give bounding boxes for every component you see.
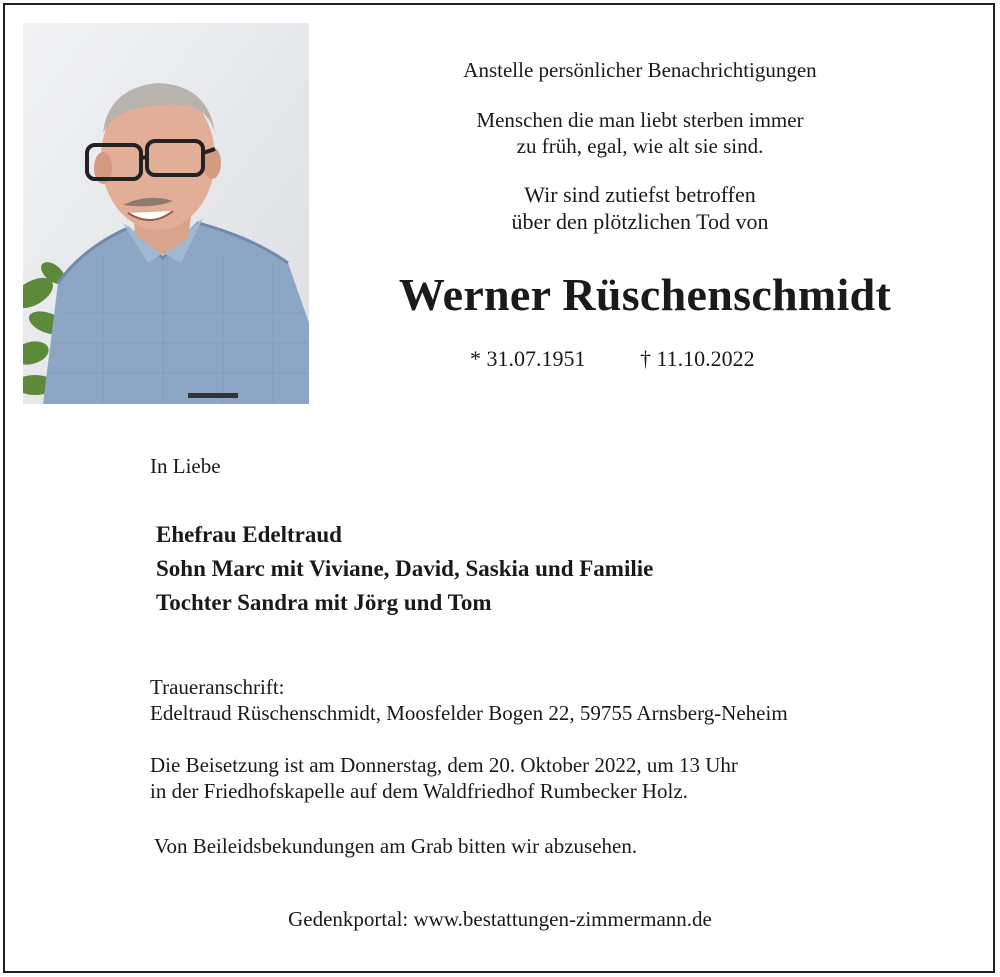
announce-line-1: Wir sind zutiefst betroffen — [524, 182, 756, 207]
in-love-text: In Liebe — [150, 454, 221, 478]
address-text: Edeltraud Rüschenschmidt, Moosfelder Bogen 22, 59755 Arnsberg-Neheim — [150, 701, 788, 725]
address-label: Traueranschrift: — [150, 675, 285, 699]
death-date: † 11.10.2022 — [640, 346, 755, 371]
condolence-text: Von Beileidsbekundungen am Grab bitten wir abzusehen. — [154, 834, 638, 858]
deceased-name: Werner Rüschenschmidt — [398, 269, 892, 320]
announce-line-2: über den plötzlichen Tod von — [511, 209, 769, 234]
quote-line-2: zu früh, egal, wie alt sie sind. — [516, 134, 764, 158]
portrait-photo — [23, 23, 309, 404]
family-line-1: Ehefrau Edeltraud — [156, 522, 342, 547]
memorial-portal: Gedenkportal: www.bestattungen-zimmermann.de — [288, 907, 712, 931]
quote-line-1: Menschen die man liebt sterben immer — [476, 108, 804, 132]
birth-date: * 31.07.1951 — [470, 346, 586, 371]
family-line-2: Sohn Marc mit Viviane, David, Saskia und Familie — [156, 556, 654, 581]
header-text: Anstelle persönlicher Benachrichtigungen — [463, 58, 817, 82]
burial-line-2: in der Friedhofskapelle auf dem Waldfriedhof Rumbecker Holz. — [150, 779, 688, 803]
family-line-3: Tochter Sandra mit Jörg und Tom — [156, 590, 492, 615]
burial-line-1: Die Beisetzung ist am Donnerstag, dem 20. Oktober 2022, um 13 Uhr — [150, 753, 738, 777]
